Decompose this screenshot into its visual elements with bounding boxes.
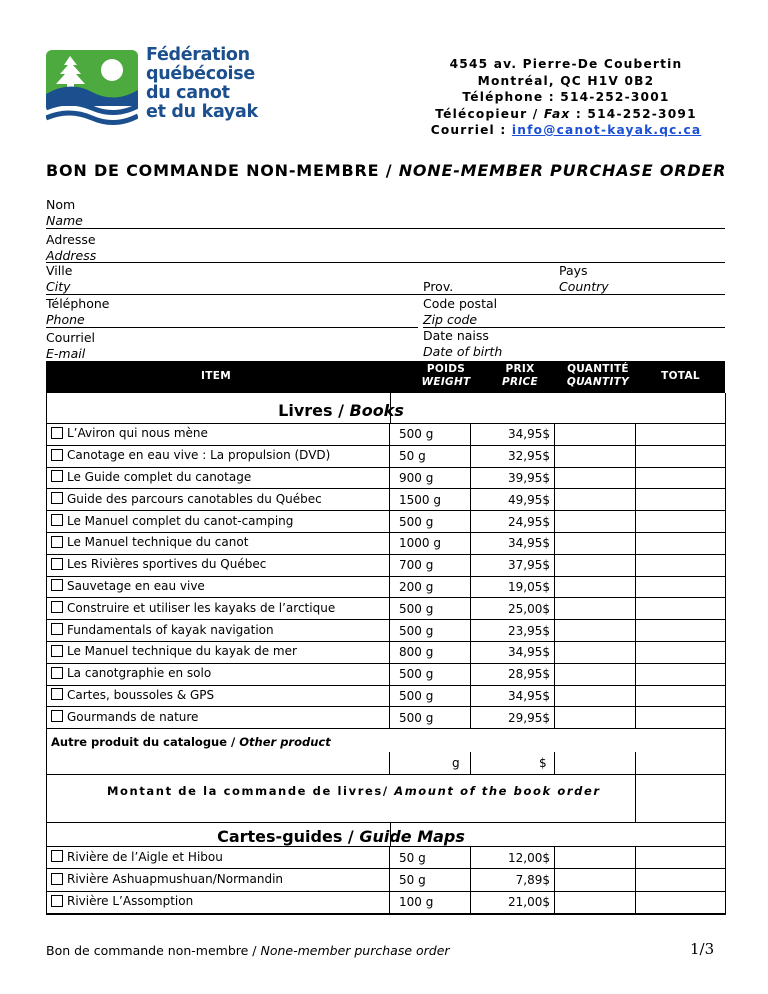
phone-field-line[interactable] — [46, 327, 418, 328]
label-telephone: Téléphone — [46, 296, 110, 311]
label-country: Country — [559, 279, 609, 294]
column-divider — [389, 423, 390, 445]
quantity-input[interactable] — [556, 641, 634, 663]
item-price: 24,95$ — [508, 514, 550, 529]
column-divider — [470, 488, 471, 510]
item-weight: 800 g — [399, 645, 434, 660]
item-weight: 500 g — [399, 601, 434, 616]
item-name: Les Rivières sportives du Québec — [67, 557, 267, 572]
checkbox[interactable] — [51, 492, 63, 504]
column-divider — [635, 532, 636, 554]
table-row — [47, 423, 725, 446]
item-name: Fundamentals of kayak navigation — [67, 622, 274, 637]
quantity-input[interactable] — [556, 488, 634, 510]
item-price: 21,00$ — [508, 895, 550, 910]
checkbox[interactable] — [51, 645, 63, 657]
email-line — [410, 122, 722, 139]
federation-logo-icon — [46, 50, 138, 126]
item-name: Gourmands de nature — [67, 709, 199, 724]
name-field-label — [46, 197, 83, 229]
table-row — [47, 706, 725, 729]
column-divider — [554, 619, 555, 641]
book-amount-total[interactable] — [637, 774, 723, 822]
footer-en: None-member purchase order — [260, 943, 450, 958]
other-product-label — [51, 735, 331, 749]
total-cell[interactable] — [637, 554, 723, 576]
quantity-input[interactable] — [556, 597, 634, 619]
email-field-label — [46, 330, 95, 362]
column-divider — [470, 467, 471, 489]
header-weight-en: WEIGHT — [421, 376, 471, 388]
quantity-input[interactable] — [556, 685, 634, 707]
header-price — [478, 363, 562, 389]
order-table — [46, 393, 726, 915]
fax-number: : 514-252-3091 — [570, 106, 697, 121]
item-price: 32,95$ — [508, 449, 550, 464]
column-divider — [635, 891, 636, 913]
item-weight: 500 g — [399, 710, 434, 725]
header-total: TOTAL — [661, 370, 700, 382]
item-price: 28,95$ — [508, 667, 550, 682]
column-divider — [635, 576, 636, 598]
total-cell[interactable] — [637, 641, 723, 663]
column-divider — [470, 706, 471, 728]
column-divider — [389, 752, 390, 774]
header-price-en: PRICE — [501, 376, 539, 388]
item-weight: 500 g — [399, 688, 434, 703]
item-price: 25,00$ — [508, 601, 550, 616]
item-name: Rivière de l’Aigle et Hibou — [67, 849, 223, 864]
org-name-line: Fédération — [146, 45, 250, 65]
column-divider — [635, 488, 636, 510]
org-name-line: du canot — [146, 83, 230, 103]
item-price: 49,95$ — [508, 492, 550, 507]
column-divider — [470, 445, 471, 467]
item-weight: 500 g — [399, 427, 434, 442]
item-price: 7,89$ — [515, 873, 550, 888]
item-name: Le Manuel technique du canot — [67, 535, 249, 550]
column-divider — [635, 774, 636, 822]
column-divider — [389, 532, 390, 554]
column-divider — [554, 554, 555, 576]
checkbox[interactable] — [51, 601, 63, 613]
total-cell[interactable] — [637, 445, 723, 467]
column-divider — [635, 641, 636, 663]
quantity-input[interactable] — [556, 846, 634, 868]
column-divider — [635, 619, 636, 641]
column-divider — [470, 891, 471, 913]
other-product-en: Other product — [239, 735, 331, 750]
quantity-input[interactable] — [556, 532, 634, 554]
quantity-input[interactable] — [556, 423, 634, 445]
column-divider — [554, 891, 555, 913]
column-divider — [554, 597, 555, 619]
table-header — [46, 361, 725, 393]
checkbox[interactable] — [51, 579, 63, 591]
header-weight — [411, 363, 481, 389]
column-divider — [470, 619, 471, 641]
column-divider — [635, 445, 636, 467]
column-divider — [470, 532, 471, 554]
label-adresse: Adresse — [46, 232, 96, 247]
dob-field-label — [423, 328, 502, 360]
table-row — [47, 597, 725, 620]
total-cell[interactable] — [637, 532, 723, 554]
label-code-postal: Code postal — [423, 296, 498, 311]
column-divider — [554, 641, 555, 663]
quantity-input[interactable] — [556, 891, 634, 913]
quantity-input[interactable] — [556, 576, 634, 598]
column-divider — [389, 846, 390, 868]
table-row — [47, 467, 725, 490]
column-divider — [635, 706, 636, 728]
checkbox[interactable] — [51, 558, 63, 570]
column-divider — [389, 554, 390, 576]
quantity-input[interactable] — [556, 869, 634, 891]
total-cell[interactable] — [637, 891, 723, 913]
column-divider — [554, 423, 555, 445]
item-name: La canotgraphie en solo — [67, 666, 212, 681]
maps-section-row — [47, 822, 725, 847]
column-divider — [635, 869, 636, 891]
column-divider — [554, 576, 555, 598]
fax-line — [410, 106, 722, 123]
email-link[interactable]: info@canot-kayak.qc.ca — [511, 123, 702, 137]
checkbox[interactable] — [51, 710, 63, 722]
table-row — [47, 576, 725, 599]
column-divider — [470, 846, 471, 868]
column-divider — [389, 619, 390, 641]
item-name: Rivière L’Assomption — [67, 894, 194, 909]
quantity-input[interactable] — [556, 554, 634, 576]
label-phone: Phone — [46, 312, 85, 327]
total-cell[interactable] — [637, 706, 723, 728]
label-name: Name — [46, 213, 83, 228]
table-row — [47, 488, 725, 511]
quantity-input[interactable] — [556, 663, 634, 685]
total-cell[interactable] — [637, 576, 723, 598]
table-row — [47, 663, 725, 686]
column-divider — [470, 554, 471, 576]
table-row — [47, 869, 725, 892]
column-divider — [470, 641, 471, 663]
column-divider — [554, 510, 555, 532]
column-divider — [554, 467, 555, 489]
total-cell[interactable] — [637, 685, 723, 707]
item-name: Sauvetage en eau vive — [67, 578, 205, 593]
column-divider — [554, 532, 555, 554]
header-quantity — [558, 363, 638, 389]
fax-prefix: Télécopieur / — [435, 106, 544, 121]
checkbox[interactable] — [51, 873, 63, 885]
book-amount-row — [47, 774, 725, 823]
item-price: 19,05$ — [508, 579, 550, 594]
table-row — [47, 532, 725, 555]
item-price: 29,95$ — [508, 710, 550, 725]
street-address: 4545 av. Pierre-De Coubertin — [449, 57, 683, 71]
other-product-label-row — [47, 728, 725, 752]
column-divider — [635, 685, 636, 707]
checkbox[interactable] — [51, 895, 63, 907]
header-prix: PRIX — [505, 363, 535, 375]
column-divider — [470, 752, 471, 774]
contact-address-block — [410, 56, 722, 139]
column-divider — [554, 685, 555, 707]
item-name: Le Guide complet du canotage — [67, 469, 252, 484]
label-address: Address — [46, 248, 97, 263]
item-weight: 50 g — [399, 850, 426, 865]
column-divider — [470, 663, 471, 685]
column-divider — [389, 685, 390, 707]
city-address: Montréal, QC H1V 0B2 — [477, 73, 655, 88]
header-poids: POIDS — [426, 363, 466, 375]
table-row — [47, 619, 725, 642]
item-weight: 50 g — [399, 873, 426, 888]
item-name: Le Manuel technique du kayak de mer — [67, 644, 297, 659]
book-amount-label — [107, 784, 601, 798]
prov-field-label — [423, 279, 453, 295]
books-title-en: Books — [349, 401, 404, 420]
table-row — [47, 510, 725, 533]
label-nom: Nom — [46, 197, 76, 212]
label-pays: Pays — [559, 263, 588, 278]
item-name: Cartes, boussoles & GPS — [67, 687, 215, 702]
maps-section-title — [47, 827, 635, 846]
item-weight: 1500 g — [399, 492, 441, 507]
item-price: 23,95$ — [508, 623, 550, 638]
column-divider — [389, 869, 390, 891]
item-price: 39,95$ — [508, 470, 550, 485]
organization-name — [146, 46, 258, 122]
column-divider — [554, 869, 555, 891]
table-row — [47, 641, 725, 664]
column-divider — [635, 423, 636, 445]
country-field-label — [559, 263, 609, 295]
item-price: 37,95$ — [508, 558, 550, 573]
maps-title-fr: Cartes-guides / — [217, 827, 360, 847]
books-section-title — [47, 401, 635, 420]
item-price: 34,95$ — [508, 427, 550, 442]
item-name: Guide des parcours canotables du Québec — [67, 491, 322, 506]
other-price-unit: $ — [539, 756, 547, 771]
footer-fr: Bon de commande non-membre / — [46, 943, 261, 958]
item-weight: 50 g — [399, 449, 426, 464]
column-divider — [635, 846, 636, 868]
city-field-line[interactable] — [46, 294, 725, 295]
item-name: Construire et utiliser les kayaks de l’arctique — [67, 600, 336, 615]
name-field-line[interactable] — [46, 228, 725, 229]
column-divider — [389, 488, 390, 510]
checkbox[interactable] — [51, 536, 63, 548]
item-weight: 500 g — [399, 623, 434, 638]
title-fr: BON DE COMMANDE NON-MEMBRE / — [46, 161, 399, 180]
phone-field-label — [46, 296, 109, 328]
column-divider — [635, 467, 636, 489]
item-price: 34,95$ — [508, 688, 550, 703]
label-ville: Ville — [46, 263, 73, 278]
books-title-fr: Livres / — [278, 401, 350, 420]
item-name: Rivière Ashuapmushuan/Normandin — [67, 872, 284, 887]
label-city: City — [46, 279, 71, 294]
quantity-input[interactable] — [556, 445, 634, 467]
label-prov: Prov. — [423, 279, 454, 294]
checkbox[interactable] — [51, 449, 63, 461]
city-field-label — [46, 263, 72, 295]
item-price: 34,95$ — [508, 645, 550, 660]
phone-number: Téléphone : 514-252-3001 — [462, 90, 670, 104]
column-divider — [389, 891, 390, 913]
column-divider — [389, 467, 390, 489]
checkbox[interactable] — [51, 688, 63, 700]
address-field-line[interactable] — [46, 262, 725, 263]
column-divider — [554, 445, 555, 467]
book-amount-en: Amount of the book order — [394, 784, 601, 799]
total-cell[interactable] — [637, 423, 723, 445]
checkbox[interactable] — [51, 623, 63, 635]
other-product-input[interactable] — [47, 752, 387, 774]
label-zip: Zip code — [423, 312, 478, 327]
label-dob: Date of birth — [423, 344, 503, 359]
column-divider — [554, 752, 555, 774]
column-divider — [389, 663, 390, 685]
item-weight: 700 g — [399, 558, 434, 573]
item-weight: 1000 g — [399, 536, 441, 551]
total-cell[interactable] — [637, 619, 723, 641]
checkbox[interactable] — [51, 850, 63, 862]
column-divider — [389, 706, 390, 728]
header-item: ITEM — [201, 370, 231, 382]
item-price: 34,95$ — [508, 536, 550, 551]
column-divider — [470, 685, 471, 707]
book-amount-fr: Montant de la commande de livres/ — [107, 784, 395, 799]
column-divider — [389, 597, 390, 619]
other-product-row — [47, 752, 725, 775]
item-name: L’Aviron qui nous mène — [67, 426, 208, 441]
checkbox[interactable] — [51, 427, 63, 439]
column-divider — [635, 597, 636, 619]
item-weight: 100 g — [399, 895, 434, 910]
item-weight: 200 g — [399, 579, 434, 594]
column-divider — [635, 663, 636, 685]
total-cell[interactable] — [637, 597, 723, 619]
table-row — [47, 891, 725, 914]
column-divider — [635, 752, 636, 774]
column-divider — [389, 641, 390, 663]
total-cell[interactable] — [637, 663, 723, 685]
other-product-fr: Autre produit du catalogue / — [51, 735, 240, 750]
zip-field-label — [423, 296, 497, 328]
label-date-naiss: Date naiss — [423, 328, 489, 343]
total-cell[interactable] — [637, 467, 723, 489]
quantity-input[interactable] — [556, 510, 634, 532]
column-divider — [470, 869, 471, 891]
total-cell[interactable] — [637, 488, 723, 510]
email-label: Courriel : — [430, 123, 512, 137]
other-weight-unit: g — [452, 756, 460, 771]
books-section-row — [47, 393, 725, 424]
maps-title-en: Guide Maps — [359, 827, 465, 847]
checkbox[interactable] — [51, 667, 63, 679]
checkbox[interactable] — [51, 514, 63, 526]
column-divider — [470, 423, 471, 445]
quantity-input[interactable] — [556, 467, 634, 489]
column-divider — [554, 663, 555, 685]
title-en: NONE-MEMBER PURCHASE ORDER — [398, 161, 727, 180]
table-row — [47, 685, 725, 708]
table-row — [47, 846, 725, 869]
item-weight: 500 g — [399, 514, 434, 529]
item-name: Le Manuel complet du canot-camping — [67, 513, 294, 528]
quantity-input[interactable] — [556, 706, 634, 728]
header-quantite: QUANTITÉ — [567, 363, 629, 375]
column-divider — [470, 597, 471, 619]
column-divider — [389, 576, 390, 598]
page-number: 1/3 — [690, 940, 715, 958]
org-name-line: québécoise — [146, 64, 255, 84]
footer-label — [46, 943, 450, 958]
address-field-label — [46, 232, 96, 264]
column-divider — [635, 554, 636, 576]
item-price: 12,00$ — [508, 850, 550, 865]
total-cell[interactable] — [637, 510, 723, 532]
column-divider — [389, 445, 390, 467]
total-cell[interactable] — [637, 869, 723, 891]
column-divider — [470, 576, 471, 598]
column-divider — [389, 510, 390, 532]
item-weight: 900 g — [399, 470, 434, 485]
column-divider — [470, 510, 471, 532]
page-title — [46, 161, 726, 180]
org-name-line: et du kayak — [146, 102, 258, 122]
checkbox[interactable] — [51, 470, 63, 482]
label-email: E-mail — [46, 346, 86, 361]
quantity-input[interactable] — [556, 619, 634, 641]
column-divider — [554, 706, 555, 728]
total-cell[interactable] — [637, 846, 723, 868]
column-divider — [554, 846, 555, 868]
table-row — [47, 554, 725, 577]
item-name: Canotage en eau vive : La propulsion (DVD) — [67, 448, 331, 463]
column-divider — [554, 488, 555, 510]
column-divider — [635, 510, 636, 532]
item-weight: 500 g — [399, 667, 434, 682]
header-quantity-en: QUANTITY — [566, 376, 630, 388]
table-row — [47, 445, 725, 468]
label-courriel: Courriel — [46, 330, 95, 345]
fax-label: Fax — [543, 106, 571, 121]
